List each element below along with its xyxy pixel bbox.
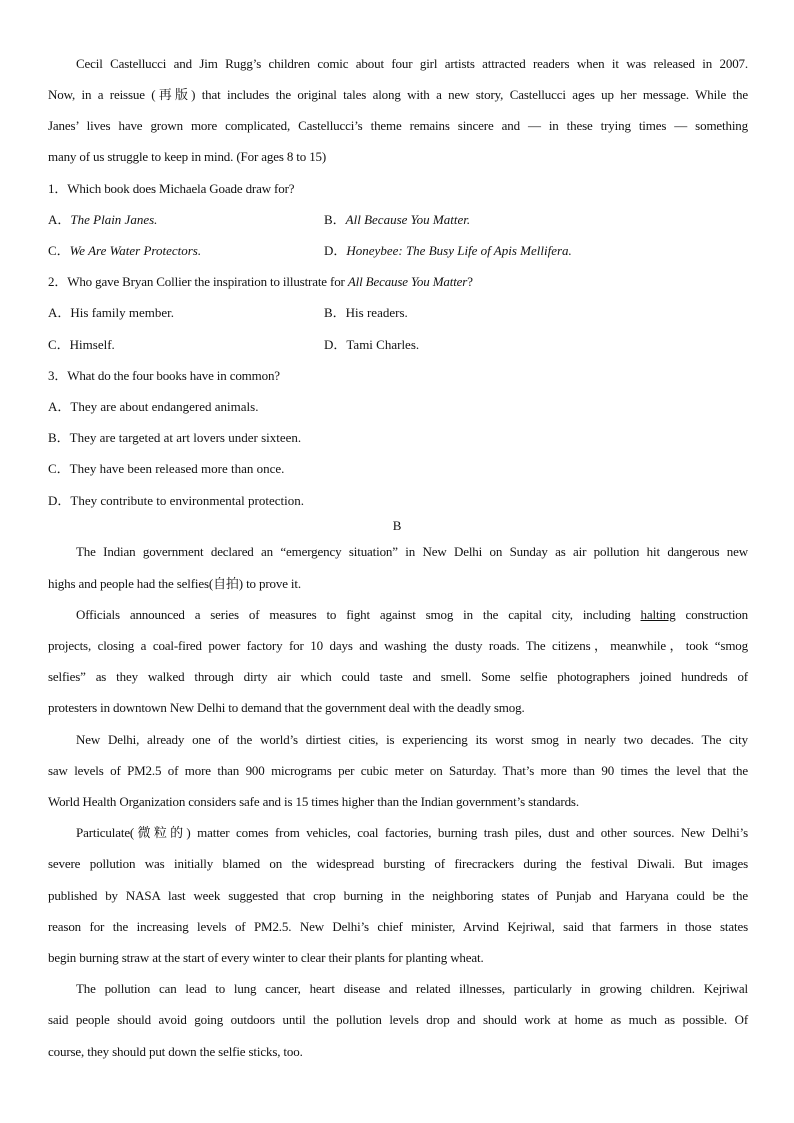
question-3-option-b[interactable] — [48, 430, 301, 446]
question-2-option-a[interactable] — [48, 305, 174, 321]
passage-a-line-1: Cecil Castellucci and Jim Rugg’s children comic about four girl artists attracted readers when it was released in 2007. — [76, 56, 748, 71]
stem-book-title: All Because You Matter — [347, 274, 468, 289]
passage-b-p4-line-5: begin burning straw at the start of every winter to clear their plants for planting wheat. — [48, 950, 484, 965]
stem-text: 2．Who gave Bryan Collier the inspiration to illustrate for — [48, 274, 348, 289]
passage-b-p1-line-1: The Indian government declared an “emergency situation” in New Delhi on Sunday as air pollution hit dangerous new — [76, 544, 748, 559]
option-text: Tami Charles. — [346, 337, 420, 352]
passage-b-p4-line-4: reason for the increasing levels of PM2.5. New Delhi’s chief minister, Arvind Kejriwal, said that farmers in those states — [48, 919, 748, 934]
option-text: Honeybee: The Busy Life of Apis Mellifera. — [346, 243, 572, 258]
question-2-option-b[interactable] — [324, 305, 408, 321]
option-letter: D． — [324, 243, 347, 258]
option-text: We Are Water Protectors. — [69, 243, 202, 258]
option-text: The Plain Janes. — [70, 212, 158, 227]
option-text: They contribute to environmental protection. — [70, 493, 304, 508]
section-b-heading: B — [392, 518, 402, 533]
option-text: His readers. — [345, 305, 408, 320]
option-text: They are about endangered animals. — [70, 399, 259, 414]
option-letter: C． — [48, 243, 70, 258]
option-letter: D． — [48, 493, 71, 508]
passage-b-p2-line-2: projects, closing a coal-fired power factory for 10 days and washing the dusty roads. The citizens，meanwhile，took “smog — [48, 638, 748, 653]
passage-b-p5-line-2: said people should avoid going outdoors until the pollution levels drop and should work at home as much as possible. Of — [48, 1012, 748, 1027]
question-3-stem: 3．What do the four books have in common? — [48, 368, 280, 383]
option-letter: B． — [324, 305, 346, 320]
question-1-option-c[interactable] — [48, 243, 201, 259]
passage-a-line-3: Janes’ lives have grown more complicated, Castellucci’s theme remains sincere and — in these trying times — something — [48, 118, 748, 133]
option-letter: B． — [48, 430, 70, 445]
option-letter: B． — [324, 212, 346, 227]
passage-a-line-4: many of us struggle to keep in mind. (For ages 8 to 15) — [48, 149, 327, 164]
passage-b-p2-line-4: protesters in downtown New Delhi to demand that the government deal with the deadly smog. — [48, 700, 525, 715]
question-1-option-d[interactable] — [324, 243, 572, 259]
question-3-option-c[interactable] — [48, 461, 284, 477]
question-2-stem — [48, 274, 748, 290]
passage-b-p1-line-2: highs and people had the selfies(自拍) to prove it. — [48, 576, 301, 591]
passage-b-p3-line-2: saw levels of PM2.5 of more than 900 micrograms per cubic meter on Saturday. That’s more than 90 times the level that the — [48, 763, 748, 778]
underlined-word-halting: halting — [640, 607, 676, 622]
question-1-option-a[interactable] — [48, 212, 157, 228]
passage-b-p4-line-1: Particulate(微粒的) matter comes from vehicles, coal factories, burning trash piles, dust and other sources. New Delhi’s — [76, 825, 748, 840]
option-letter: A． — [48, 399, 71, 414]
question-1-stem: 1．Which book does Michaela Goade draw for? — [48, 181, 295, 196]
option-text: His family member. — [70, 305, 175, 320]
option-letter: C． — [48, 461, 70, 476]
option-letter: A． — [48, 305, 71, 320]
passage-b-p2-line-3: selfies” as they walked through dirty air which could taste and smell. Some selfie photographers joined hundreds of — [48, 669, 748, 684]
passage-b-p5-line-1: The pollution can lead to lung cancer, heart disease and related illnesses, particularly in growing children. Kejriwal — [76, 981, 748, 996]
option-text: They have been released more than once. — [69, 461, 285, 476]
text-segment: construction — [675, 607, 748, 622]
option-letter: C． — [48, 337, 70, 352]
question-2-option-c[interactable] — [48, 337, 115, 353]
passage-b-p4-line-2: severe pollution was initially blamed on the widespread bursting of firecrackers during the festival Diwali. But images — [48, 856, 748, 871]
option-letter: A． — [48, 212, 71, 227]
option-text: Himself. — [69, 337, 115, 352]
text-segment: Officials announced a series of measures to fight against smog in the capital city, including — [76, 607, 641, 622]
passage-b-p3-line-1: New Delhi, already one of the world’s dirtiest cities, is experiencing its worst smog in nearly two decades. The city — [76, 732, 748, 747]
option-text: All Because You Matter. — [345, 212, 471, 227]
passage-b-p2-line-1 — [76, 607, 748, 623]
passage-b-p5-line-3: course, they should put down the selfie sticks, too. — [48, 1044, 303, 1059]
stem-question-mark: ? — [467, 274, 473, 289]
passage-a-line-2: Now, in a reissue (再版) that includes the original tales along with a new story, Castellucci ages up her message. While the — [48, 87, 748, 102]
passage-b-p3-line-3: World Health Organization considers safe and is 15 times higher than the Indian government’s standards. — [48, 794, 579, 809]
option-text: They are targeted at art lovers under sixteen. — [69, 430, 302, 445]
question-3-option-d[interactable] — [48, 493, 304, 509]
question-2-option-d[interactable] — [324, 337, 419, 353]
passage-b-p4-line-3: published by NASA last week suggested that crop burning in the neighboring states of Punjab and Haryana could be the — [48, 888, 748, 903]
question-1-option-b[interactable] — [324, 212, 470, 228]
option-letter: D． — [324, 337, 347, 352]
question-3-option-a[interactable] — [48, 399, 258, 415]
